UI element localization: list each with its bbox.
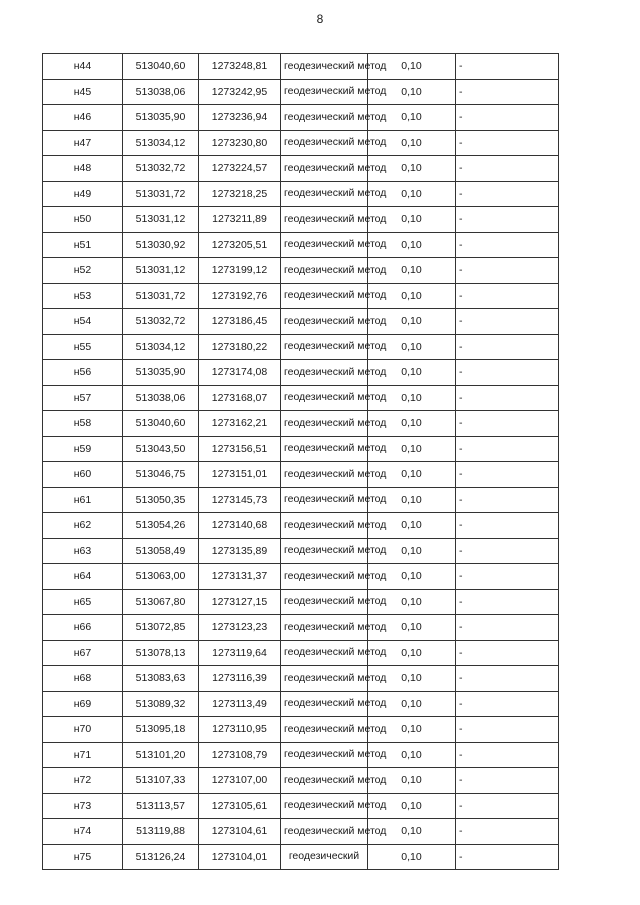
- point-id-cell: н50: [43, 207, 123, 233]
- method-cell: геодезический метод: [281, 640, 368, 666]
- accuracy-cell: 0,10: [368, 844, 456, 870]
- point-id-cell: н60: [43, 462, 123, 488]
- point-id-cell: н74: [43, 819, 123, 845]
- method-cell: геодезический метод: [281, 538, 368, 564]
- accuracy-cell: 0,10: [368, 819, 456, 845]
- note-cell: -: [456, 742, 559, 768]
- point-id-cell: н44: [43, 54, 123, 80]
- method-cell: геодезический метод: [281, 487, 368, 513]
- accuracy-cell: 0,10: [368, 513, 456, 539]
- accuracy-cell: 0,10: [368, 564, 456, 590]
- point-id-cell: н62: [43, 513, 123, 539]
- accuracy-cell: 0,10: [368, 691, 456, 717]
- note-cell: -: [456, 436, 559, 462]
- table-row: [43, 589, 559, 615]
- point-id-cell: н65: [43, 589, 123, 615]
- table-row: [43, 360, 559, 386]
- accuracy-cell: 0,10: [368, 742, 456, 768]
- x-coordinate-cell: 513031,72: [123, 283, 199, 309]
- accuracy-cell: 0,10: [368, 258, 456, 284]
- note-cell: -: [456, 615, 559, 641]
- note-cell: -: [456, 717, 559, 743]
- point-id-cell: н57: [43, 385, 123, 411]
- note-cell: -: [456, 844, 559, 870]
- table-row: [43, 513, 559, 539]
- x-coordinate-cell: 513031,12: [123, 207, 199, 233]
- point-id-cell: н46: [43, 105, 123, 131]
- y-coordinate-cell: 1273107,00: [199, 768, 281, 794]
- method-cell: геодезический метод: [281, 130, 368, 156]
- method-cell: геодезический метод: [281, 283, 368, 309]
- table-row: [43, 130, 559, 156]
- note-cell: -: [456, 207, 559, 233]
- point-id-cell: н52: [43, 258, 123, 284]
- y-coordinate-cell: 1273230,80: [199, 130, 281, 156]
- table-row: [43, 334, 559, 360]
- y-coordinate-cell: 1273192,76: [199, 283, 281, 309]
- note-cell: -: [456, 589, 559, 615]
- table-row: [43, 181, 559, 207]
- table-row: [43, 742, 559, 768]
- table-row: [43, 79, 559, 105]
- y-coordinate-cell: 1273108,79: [199, 742, 281, 768]
- y-coordinate-cell: 1273145,73: [199, 487, 281, 513]
- point-id-cell: н63: [43, 538, 123, 564]
- point-id-cell: н55: [43, 334, 123, 360]
- note-cell: -: [456, 513, 559, 539]
- note-cell: -: [456, 462, 559, 488]
- method-cell: геодезический метод: [281, 513, 368, 539]
- accuracy-cell: 0,10: [368, 309, 456, 335]
- point-id-cell: н45: [43, 79, 123, 105]
- point-id-cell: н66: [43, 615, 123, 641]
- y-coordinate-cell: 1273180,22: [199, 334, 281, 360]
- y-coordinate-cell: 1273168,07: [199, 385, 281, 411]
- x-coordinate-cell: 513113,57: [123, 793, 199, 819]
- point-id-cell: н64: [43, 564, 123, 590]
- x-coordinate-cell: 513101,20: [123, 742, 199, 768]
- method-cell: геодезический метод: [281, 436, 368, 462]
- x-coordinate-cell: 513031,12: [123, 258, 199, 284]
- point-id-cell: н75: [43, 844, 123, 870]
- table-row: [43, 462, 559, 488]
- y-coordinate-cell: 1273211,89: [199, 207, 281, 233]
- x-coordinate-cell: 513032,72: [123, 309, 199, 335]
- table-row: [43, 717, 559, 743]
- x-coordinate-cell: 513035,90: [123, 105, 199, 131]
- note-cell: -: [456, 130, 559, 156]
- note-cell: -: [456, 768, 559, 794]
- y-coordinate-cell: 1273131,37: [199, 564, 281, 590]
- x-coordinate-cell: 513067,80: [123, 589, 199, 615]
- point-id-cell: н72: [43, 768, 123, 794]
- accuracy-cell: 0,10: [368, 666, 456, 692]
- table-row: [43, 232, 559, 258]
- method-cell: геодезический метод: [281, 666, 368, 692]
- table-row: [43, 436, 559, 462]
- note-cell: -: [456, 819, 559, 845]
- method-cell: геодезический метод: [281, 105, 368, 131]
- table-row: [43, 156, 559, 182]
- x-coordinate-cell: 513083,63: [123, 666, 199, 692]
- point-id-cell: н53: [43, 283, 123, 309]
- point-id-cell: н69: [43, 691, 123, 717]
- point-id-cell: н58: [43, 411, 123, 437]
- accuracy-cell: 0,10: [368, 232, 456, 258]
- y-coordinate-cell: 1273140,68: [199, 513, 281, 539]
- accuracy-cell: 0,10: [368, 436, 456, 462]
- accuracy-cell: 0,10: [368, 334, 456, 360]
- point-id-cell: н70: [43, 717, 123, 743]
- table-row: [43, 487, 559, 513]
- method-cell: геодезический метод: [281, 615, 368, 641]
- note-cell: -: [456, 309, 559, 335]
- method-cell: геодезический метод: [281, 309, 368, 335]
- accuracy-cell: 0,10: [368, 768, 456, 794]
- x-coordinate-cell: 513030,92: [123, 232, 199, 258]
- method-cell: геодезический метод: [281, 691, 368, 717]
- y-coordinate-cell: 1273110,95: [199, 717, 281, 743]
- x-coordinate-cell: 513034,12: [123, 334, 199, 360]
- table-row: [43, 793, 559, 819]
- method-cell: геодезический метод: [281, 717, 368, 743]
- page-number: 8: [316, 12, 324, 26]
- method-cell: геодезический метод: [281, 819, 368, 845]
- point-id-cell: н61: [43, 487, 123, 513]
- x-coordinate-cell: 513063,00: [123, 564, 199, 590]
- point-id-cell: н56: [43, 360, 123, 386]
- table-row: [43, 538, 559, 564]
- x-coordinate-cell: 513054,26: [123, 513, 199, 539]
- accuracy-cell: 0,10: [368, 411, 456, 437]
- y-coordinate-cell: 1273224,57: [199, 156, 281, 182]
- x-coordinate-cell: 513034,12: [123, 130, 199, 156]
- note-cell: -: [456, 666, 559, 692]
- accuracy-cell: 0,10: [368, 487, 456, 513]
- note-cell: -: [456, 232, 559, 258]
- x-coordinate-cell: 513040,60: [123, 411, 199, 437]
- x-coordinate-cell: 513126,24: [123, 844, 199, 870]
- table-row: [43, 564, 559, 590]
- x-coordinate-cell: 513031,72: [123, 181, 199, 207]
- point-id-cell: н47: [43, 130, 123, 156]
- table-row: [43, 105, 559, 131]
- table-row: [43, 258, 559, 284]
- accuracy-cell: 0,10: [368, 105, 456, 131]
- table-row: [43, 385, 559, 411]
- accuracy-cell: 0,10: [368, 181, 456, 207]
- x-coordinate-cell: 513072,85: [123, 615, 199, 641]
- x-coordinate-cell: 513032,72: [123, 156, 199, 182]
- accuracy-cell: 0,10: [368, 54, 456, 80]
- y-coordinate-cell: 1273104,61: [199, 819, 281, 845]
- accuracy-cell: 0,10: [368, 360, 456, 386]
- accuracy-cell: 0,10: [368, 640, 456, 666]
- x-coordinate-cell: 513119,88: [123, 819, 199, 845]
- point-id-cell: н48: [43, 156, 123, 182]
- accuracy-cell: 0,10: [368, 130, 456, 156]
- x-coordinate-cell: 513107,33: [123, 768, 199, 794]
- point-id-cell: н49: [43, 181, 123, 207]
- accuracy-cell: 0,10: [368, 156, 456, 182]
- y-coordinate-cell: 1273218,25: [199, 181, 281, 207]
- note-cell: -: [456, 156, 559, 182]
- table-row: [43, 54, 559, 80]
- y-coordinate-cell: 1273123,23: [199, 615, 281, 641]
- y-coordinate-cell: 1273119,64: [199, 640, 281, 666]
- table-row: [43, 844, 559, 870]
- table-row: [43, 411, 559, 437]
- accuracy-cell: 0,10: [368, 283, 456, 309]
- x-coordinate-cell: 513038,06: [123, 79, 199, 105]
- accuracy-cell: 0,10: [368, 793, 456, 819]
- method-cell: геодезический метод: [281, 793, 368, 819]
- method-cell: геодезический метод: [281, 768, 368, 794]
- note-cell: -: [456, 691, 559, 717]
- y-coordinate-cell: 1273127,15: [199, 589, 281, 615]
- y-coordinate-cell: 1273205,51: [199, 232, 281, 258]
- method-cell: геодезический метод: [281, 79, 368, 105]
- coordinates-table: [42, 53, 559, 870]
- table-row: [43, 615, 559, 641]
- x-coordinate-cell: 513040,60: [123, 54, 199, 80]
- note-cell: -: [456, 334, 559, 360]
- x-coordinate-cell: 513089,32: [123, 691, 199, 717]
- y-coordinate-cell: 1273248,81: [199, 54, 281, 80]
- note-cell: -: [456, 360, 559, 386]
- method-cell: геодезический метод: [281, 54, 368, 80]
- note-cell: -: [456, 538, 559, 564]
- y-coordinate-cell: 1273174,08: [199, 360, 281, 386]
- coordinates-table-body: [43, 54, 559, 870]
- y-coordinate-cell: 1273199,12: [199, 258, 281, 284]
- method-cell: геодезический метод: [281, 334, 368, 360]
- method-cell: геодезический метод: [281, 181, 368, 207]
- y-coordinate-cell: 1273116,39: [199, 666, 281, 692]
- note-cell: -: [456, 258, 559, 284]
- accuracy-cell: 0,10: [368, 462, 456, 488]
- table-row: [43, 768, 559, 794]
- method-cell: геодезический метод: [281, 385, 368, 411]
- point-id-cell: н54: [43, 309, 123, 335]
- note-cell: -: [456, 105, 559, 131]
- note-cell: -: [456, 564, 559, 590]
- y-coordinate-cell: 1273105,61: [199, 793, 281, 819]
- method-cell: геодезический метод: [281, 156, 368, 182]
- point-id-cell: н73: [43, 793, 123, 819]
- y-coordinate-cell: 1273151,01: [199, 462, 281, 488]
- accuracy-cell: 0,10: [368, 589, 456, 615]
- note-cell: -: [456, 640, 559, 666]
- accuracy-cell: 0,10: [368, 207, 456, 233]
- table-row: [43, 691, 559, 717]
- method-cell: геодезический: [281, 844, 368, 870]
- table-row: [43, 640, 559, 666]
- method-cell: геодезический метод: [281, 207, 368, 233]
- point-id-cell: н71: [43, 742, 123, 768]
- x-coordinate-cell: 513058,49: [123, 538, 199, 564]
- method-cell: геодезический метод: [281, 360, 368, 386]
- method-cell: геодезический метод: [281, 258, 368, 284]
- method-cell: геодезический метод: [281, 742, 368, 768]
- y-coordinate-cell: 1273186,45: [199, 309, 281, 335]
- note-cell: -: [456, 487, 559, 513]
- table-row: [43, 309, 559, 335]
- y-coordinate-cell: 1273113,49: [199, 691, 281, 717]
- accuracy-cell: 0,10: [368, 79, 456, 105]
- y-coordinate-cell: 1273236,94: [199, 105, 281, 131]
- accuracy-cell: 0,10: [368, 385, 456, 411]
- x-coordinate-cell: 513050,35: [123, 487, 199, 513]
- x-coordinate-cell: 513038,06: [123, 385, 199, 411]
- y-coordinate-cell: 1273135,89: [199, 538, 281, 564]
- x-coordinate-cell: 513043,50: [123, 436, 199, 462]
- point-id-cell: н59: [43, 436, 123, 462]
- y-coordinate-cell: 1273242,95: [199, 79, 281, 105]
- y-coordinate-cell: 1273156,51: [199, 436, 281, 462]
- table-row: [43, 283, 559, 309]
- table-row: [43, 207, 559, 233]
- y-coordinate-cell: 1273104,01: [199, 844, 281, 870]
- table-row: [43, 666, 559, 692]
- method-cell: геодезический метод: [281, 462, 368, 488]
- y-coordinate-cell: 1273162,21: [199, 411, 281, 437]
- method-cell: геодезический метод: [281, 411, 368, 437]
- note-cell: -: [456, 181, 559, 207]
- note-cell: -: [456, 385, 559, 411]
- method-cell: геодезический метод: [281, 232, 368, 258]
- method-cell: геодезический метод: [281, 564, 368, 590]
- x-coordinate-cell: 513035,90: [123, 360, 199, 386]
- note-cell: -: [456, 54, 559, 80]
- note-cell: -: [456, 411, 559, 437]
- accuracy-cell: 0,10: [368, 615, 456, 641]
- note-cell: -: [456, 283, 559, 309]
- x-coordinate-cell: 513095,18: [123, 717, 199, 743]
- note-cell: -: [456, 79, 559, 105]
- x-coordinate-cell: 513078,13: [123, 640, 199, 666]
- accuracy-cell: 0,10: [368, 538, 456, 564]
- point-id-cell: н67: [43, 640, 123, 666]
- note-cell: -: [456, 793, 559, 819]
- table-row: [43, 819, 559, 845]
- method-cell: геодезический метод: [281, 589, 368, 615]
- accuracy-cell: 0,10: [368, 717, 456, 743]
- point-id-cell: н68: [43, 666, 123, 692]
- point-id-cell: н51: [43, 232, 123, 258]
- x-coordinate-cell: 513046,75: [123, 462, 199, 488]
